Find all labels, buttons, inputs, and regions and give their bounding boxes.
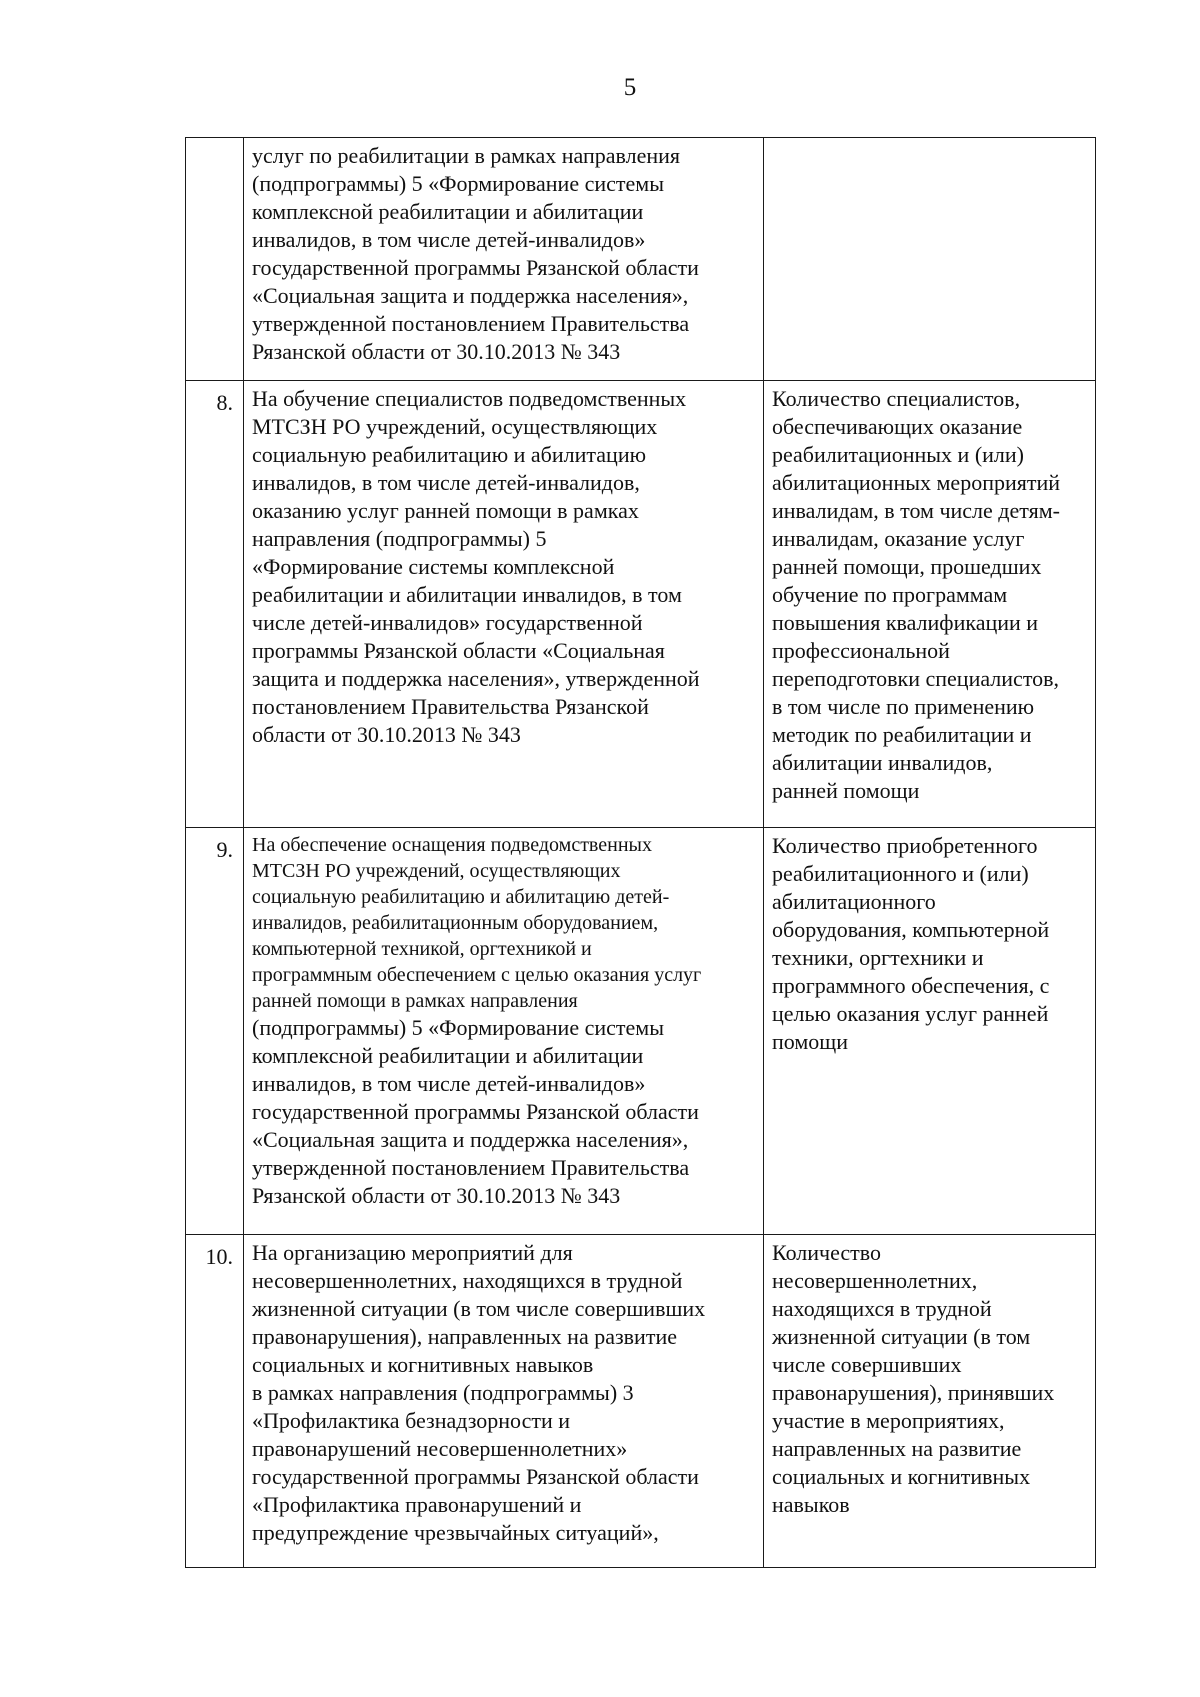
indicator-line: профессиональной [772, 638, 950, 663]
indicator-line: инвалидам, оказание услуг [772, 526, 1025, 551]
indicator-line: в том числе по применению [772, 694, 1035, 719]
table-row [186, 138, 1096, 381]
description-line: ранней помощи в рамках направления [252, 990, 578, 1012]
indicator-line: целью оказания услуг ранней [772, 1001, 1049, 1026]
description-line: правонарушений несовершеннолетних» [252, 1436, 628, 1461]
row-number: 8. [186, 381, 244, 828]
description-line: инвалидов, в том числе детей-инвалидов» [252, 1071, 646, 1096]
indicator-line: находящихся в трудной [772, 1296, 992, 1321]
description-line: утвержденной постановлением Правительства [252, 311, 690, 336]
description-line: постановлением Правительства Рязанской [252, 694, 649, 719]
description-line: (подпрограммы) 5 «Формирование системы [252, 1015, 664, 1040]
table-row [186, 828, 1096, 1235]
measure-description [244, 828, 764, 1235]
description-line: социальную реабилитацию и абилитацию детей- [252, 886, 670, 908]
indicator-line: Количество приобретенного [772, 833, 1038, 858]
indicator-line: методик по реабилитации и [772, 722, 1032, 747]
indicator-line: повышения квалификации и [772, 610, 1039, 635]
indicator-line: программного обеспечения, с [772, 973, 1050, 998]
description-line: комплексной реабилитации и абилитации [252, 1043, 644, 1068]
description-line: инвалидов, в том числе детей-инвалидов» [252, 227, 646, 252]
description-line: правонарушения), направленных на развитие [252, 1324, 677, 1349]
table-row [186, 1235, 1096, 1568]
indicator-line: помощи [772, 1029, 848, 1054]
page-number: 5 [623, 74, 637, 101]
result-indicator [764, 1235, 1096, 1568]
description-line: программным обеспечением с целью оказания услуг [252, 964, 702, 986]
description-line: реабилитации и абилитации инвалидов, в том [252, 582, 682, 607]
description-line: МТСЗН РО учреждений, осуществляющих [252, 414, 658, 439]
indicator-line: правонарушения), принявших [772, 1380, 1055, 1405]
description-line: На обеспечение оснащения подведомственных [252, 834, 652, 856]
description-line: направления (подпрограммы) 5 [252, 526, 547, 551]
measure-description [244, 381, 764, 828]
description-line: комплексной реабилитации и абилитации [252, 199, 644, 224]
row-number: 9. [186, 828, 244, 1235]
description-line: социальных и когнитивных навыков [252, 1352, 594, 1377]
description-line: «Социальная защита и поддержка населения», [252, 283, 689, 308]
description-line: несовершеннолетних, находящихся в трудной [252, 1268, 683, 1293]
indicator-line: абилитации инвалидов, [772, 750, 993, 775]
description-line: инвалидов, реабилитационным оборудованием, [252, 912, 659, 934]
indicator-line: переподготовки специалистов, [772, 666, 1060, 691]
description-line: в рамках направления (подпрограммы) 3 [252, 1380, 634, 1405]
indicator-line: ранней помощи, прошедших [772, 554, 1042, 579]
description-line: (подпрограммы) 5 «Формирование системы [252, 171, 664, 196]
description-line: области от 30.10.2013 № 343 [252, 722, 521, 747]
description-line: Рязанской области от 30.10.2013 № 343 [252, 1183, 621, 1208]
description-line: утвержденной постановлением Правительства [252, 1155, 690, 1180]
result-indicator [764, 138, 1096, 381]
description-line: предупреждение чрезвычайных ситуаций», [252, 1520, 659, 1545]
description-line: оказанию услуг ранней помощи в рамках [252, 498, 639, 523]
description-line: социальную реабилитацию и абилитацию [252, 442, 647, 467]
indicator-line: абилитационных мероприятий [772, 470, 1061, 495]
indicator-line: абилитационного [772, 889, 936, 914]
measure-description [244, 1235, 764, 1568]
indicator-line: реабилитационных и (или) [772, 442, 1024, 467]
description-small-block [252, 832, 757, 1014]
description-line: инвалидов, в том числе детей-инвалидов, [252, 470, 640, 495]
indicator-line: числе совершивших [772, 1352, 962, 1377]
description-line: МТСЗН РО учреждений, осуществляющих [252, 860, 621, 882]
indicator-line: направленных на развитие [772, 1436, 1022, 1461]
description-line: программы Рязанской области «Социальная [252, 638, 665, 663]
description-line: компьютерной техникой, оргтехникой и [252, 938, 592, 960]
indicator-line: несовершеннолетних, [772, 1268, 978, 1293]
description-line: На обучение специалистов подведомственных [252, 386, 687, 411]
description-line: «Социальная защита и поддержка населения», [252, 1127, 689, 1152]
result-indicator [764, 828, 1096, 1235]
measure-description [244, 138, 764, 381]
measures-table [185, 137, 1096, 1568]
indicator-line: навыков [772, 1492, 850, 1517]
description-line: «Формирование системы комплексной [252, 554, 615, 579]
description-line: На организацию мероприятий для [252, 1240, 573, 1265]
indicator-line: ранней помощи [772, 778, 920, 803]
description-line: числе детей-инвалидов» государственной [252, 610, 643, 635]
description-line: «Профилактика безнадзорности и [252, 1408, 571, 1433]
row-number: 10. [186, 1235, 244, 1568]
indicator-line: жизненной ситуации (в том [772, 1324, 1031, 1349]
indicator-line: Количество специалистов, [772, 386, 1021, 411]
description-line: «Профилактика правонарушений и [252, 1492, 582, 1517]
indicator-line: оборудования, компьютерной [772, 917, 1050, 942]
indicator-line: социальных и когнитивных [772, 1464, 1031, 1489]
indicator-line: техники, оргтехники и [772, 945, 984, 970]
row-number [186, 138, 244, 381]
description-line: жизненной ситуации (в том числе совершивших [252, 1296, 706, 1321]
description-line: Рязанской области от 30.10.2013 № 343 [252, 339, 621, 364]
table-row [186, 381, 1096, 828]
description-line: государственной программы Рязанской области [252, 255, 699, 280]
indicator-line: Количество [772, 1240, 882, 1265]
indicator-line: обучение по программам [772, 582, 1008, 607]
description-line: государственной программы Рязанской области [252, 1464, 699, 1489]
result-indicator [764, 381, 1096, 828]
description-line: защита и поддержка населения», утвержденной [252, 666, 700, 691]
indicator-line: реабилитационного и (или) [772, 861, 1029, 886]
indicator-line: обеспечивающих оказание [772, 414, 1023, 439]
indicator-line: участие в мероприятиях, [772, 1408, 1005, 1433]
description-line: государственной программы Рязанской области [252, 1099, 699, 1124]
indicator-line: инвалидам, в том числе детям- [772, 498, 1060, 523]
description-line: услуг по реабилитации в рамках направления [252, 143, 681, 168]
